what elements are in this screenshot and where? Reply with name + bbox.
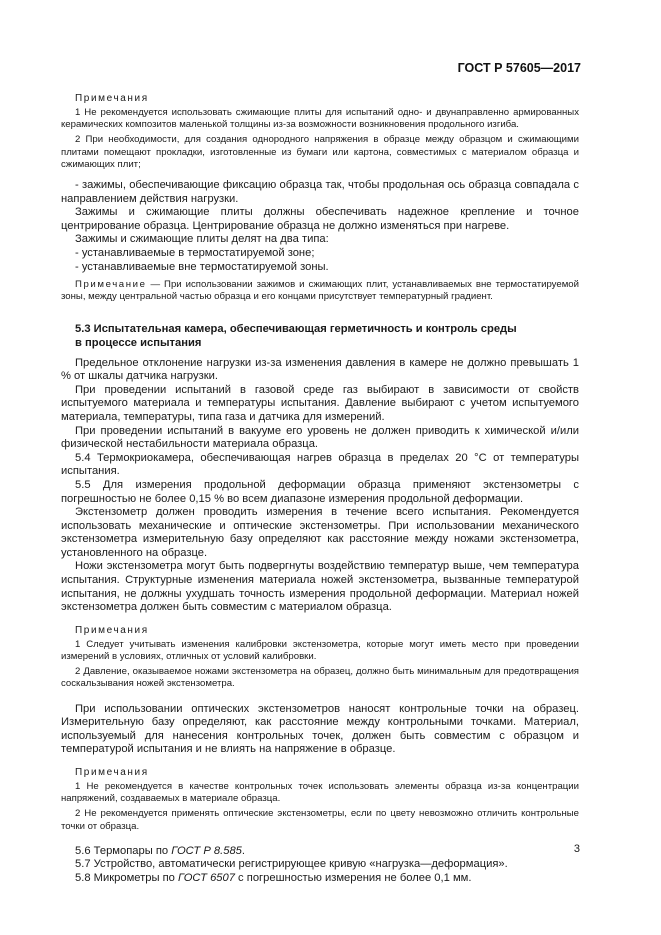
single-note bbox=[61, 279, 579, 303]
body-paragraph: 5.4 Термокриокамера, обеспечивающая нагрев образца в пределах 20 °С от температуры испытания. bbox=[61, 451, 579, 478]
note-item: 2 Давление, оказываемое ножами экстензометра на образец, должно быть минимальным для предотвращения соскальзывания ножей экстензометра. bbox=[61, 666, 579, 690]
note-item: 2 Не рекомендуется применять оптические экстензометры, если по цвету невозможно отличить контрольные точки от образца. bbox=[61, 808, 579, 832]
body-paragraph: Предельное отклонение нагрузки из-за изменения давления в камере не должно превышать 1 % от шкалы датчика нагрузки. bbox=[61, 356, 579, 383]
item-text: 5.6 Термопары по bbox=[75, 844, 172, 857]
standard-reference: ГОСТ Р 8.585 bbox=[171, 844, 242, 857]
note-item: 1 Не рекомендуется использовать сжимающие плиты для испытаний одно- и двунаправленно армированных керамических композитов маленькой толщины из-за возможности возникновения продольного изгиба. bbox=[61, 107, 579, 131]
list-item: - устанавливаемые вне термостатируемой зоны. bbox=[75, 260, 329, 273]
section-heading bbox=[61, 322, 579, 350]
note-label: Примечание bbox=[75, 279, 147, 291]
body-paragraph: При проведении испытаний в вакууме его уровень не должен приводить к химической и/или физической нестабильности материала образца. bbox=[61, 424, 579, 451]
standard-header: ГОСТ Р 57605—2017 bbox=[457, 61, 581, 75]
section-title-line2: в процессе испытания bbox=[75, 336, 202, 349]
section-title-line1: 5.3 Испытательная камера, обеспечивающая герметичность и контроль среды bbox=[75, 322, 517, 335]
body-paragraph: При проведении испытаний в газовой среде газ выбирают в зависимости от свойств испытуемого материала и температуры испытания. Давление выбирают с учетом испытуемого материала, температуры, типа газа и датчика для измерений. bbox=[61, 383, 579, 423]
item-text: . bbox=[241, 844, 246, 857]
note-item: 1 Следует учитывать изменения калибровки экстензометра, которые могут иметь место при проведении измерений в условиях, отличных от условий калибровки. bbox=[61, 638, 579, 663]
body-paragraph: При использовании оптических экстензометров наносят контрольные точки на образец. Измерительную базу определяют, как расстояние между контрольными точками. Материал, используемый для нанесения контрольных точек, должен быть совместим с образцом и температурой испытания и не влиять на напряжение в образце. bbox=[61, 702, 579, 756]
notes-heading: Примечания bbox=[75, 767, 149, 779]
page-content bbox=[61, 92, 579, 886]
notes-heading: Примечания bbox=[75, 624, 149, 636]
list-item: - устанавливаемые в термостатируемой зоне; bbox=[75, 246, 315, 259]
note-item: 2 При необходимости, для создания однородного напряжения в образце между образцом и сжимающими плитами помещают прокладки, изготовленные из бумаги или картона, совместимых с материалом образца и сжимающих плит; bbox=[61, 134, 579, 170]
page-number: 3 bbox=[573, 843, 580, 855]
body-paragraph: - зажимы, обеспечивающие фиксацию образца так, чтобы продольная ось образца совпадала с направлением действия нагрузки. bbox=[61, 179, 579, 205]
body-paragraph: Экстензометр должен проводить измерения в течение всего испытания. Рекомендуется использовать механические и оптические экстензометры. При использовании механического экстензометра измерительную базу определяют как расстояние между ножами экстензометра, установленного на образце. bbox=[61, 506, 579, 559]
item-text: с погрешностью измерения не более 0,1 мм. bbox=[234, 872, 472, 885]
body-paragraph: Ножи экстензометра могут быть подвергнуты воздействию температур выше, чем температура испытания. Структурные изменения материала ножей экстензометра, вызванные температурой испытания, не должны ухудшать точность измерения продольной деформации. Материал ножей экстензометра должен быть совместим с материалом образца. bbox=[61, 560, 579, 614]
note-text: — При использовании зажимов и сжимающих плит, устанавливаемых вне термостатируемой зоны, между центральной частью образца и его концами присутствует температурный градиент. bbox=[61, 279, 579, 303]
body-paragraph: 5.5 Для измерения продольной деформации образца применяют экстензометры с погрешностью не более 0,15 % во всем диапазоне измерения продольной деформации. bbox=[61, 478, 579, 505]
standard-reference: ГОСТ 6507 bbox=[178, 872, 235, 885]
note-item: 1 Не рекомендуется в качестве контрольных точек использовать элементы образца из-за концентрации напряжений, создаваемых в материале образца. bbox=[61, 781, 579, 805]
item-5-6 bbox=[61, 845, 579, 859]
body-paragraph: Зажимы и сжимающие плиты должны обеспечивать надежное крепление и точное центрирование образца. Центрирование образца не должно изменяться при нагреве. bbox=[61, 206, 579, 232]
notes-heading: Примечания bbox=[75, 93, 149, 104]
item-5-7: 5.7 Устройство, автоматически регистрирующее кривую «нагрузка—деформация». bbox=[75, 858, 508, 871]
body-paragraph: Зажимы и сжимающие плиты делят на два типа: bbox=[75, 233, 329, 246]
item-text: 5.8 Микрометры по bbox=[75, 872, 178, 885]
item-5-8 bbox=[61, 872, 579, 886]
